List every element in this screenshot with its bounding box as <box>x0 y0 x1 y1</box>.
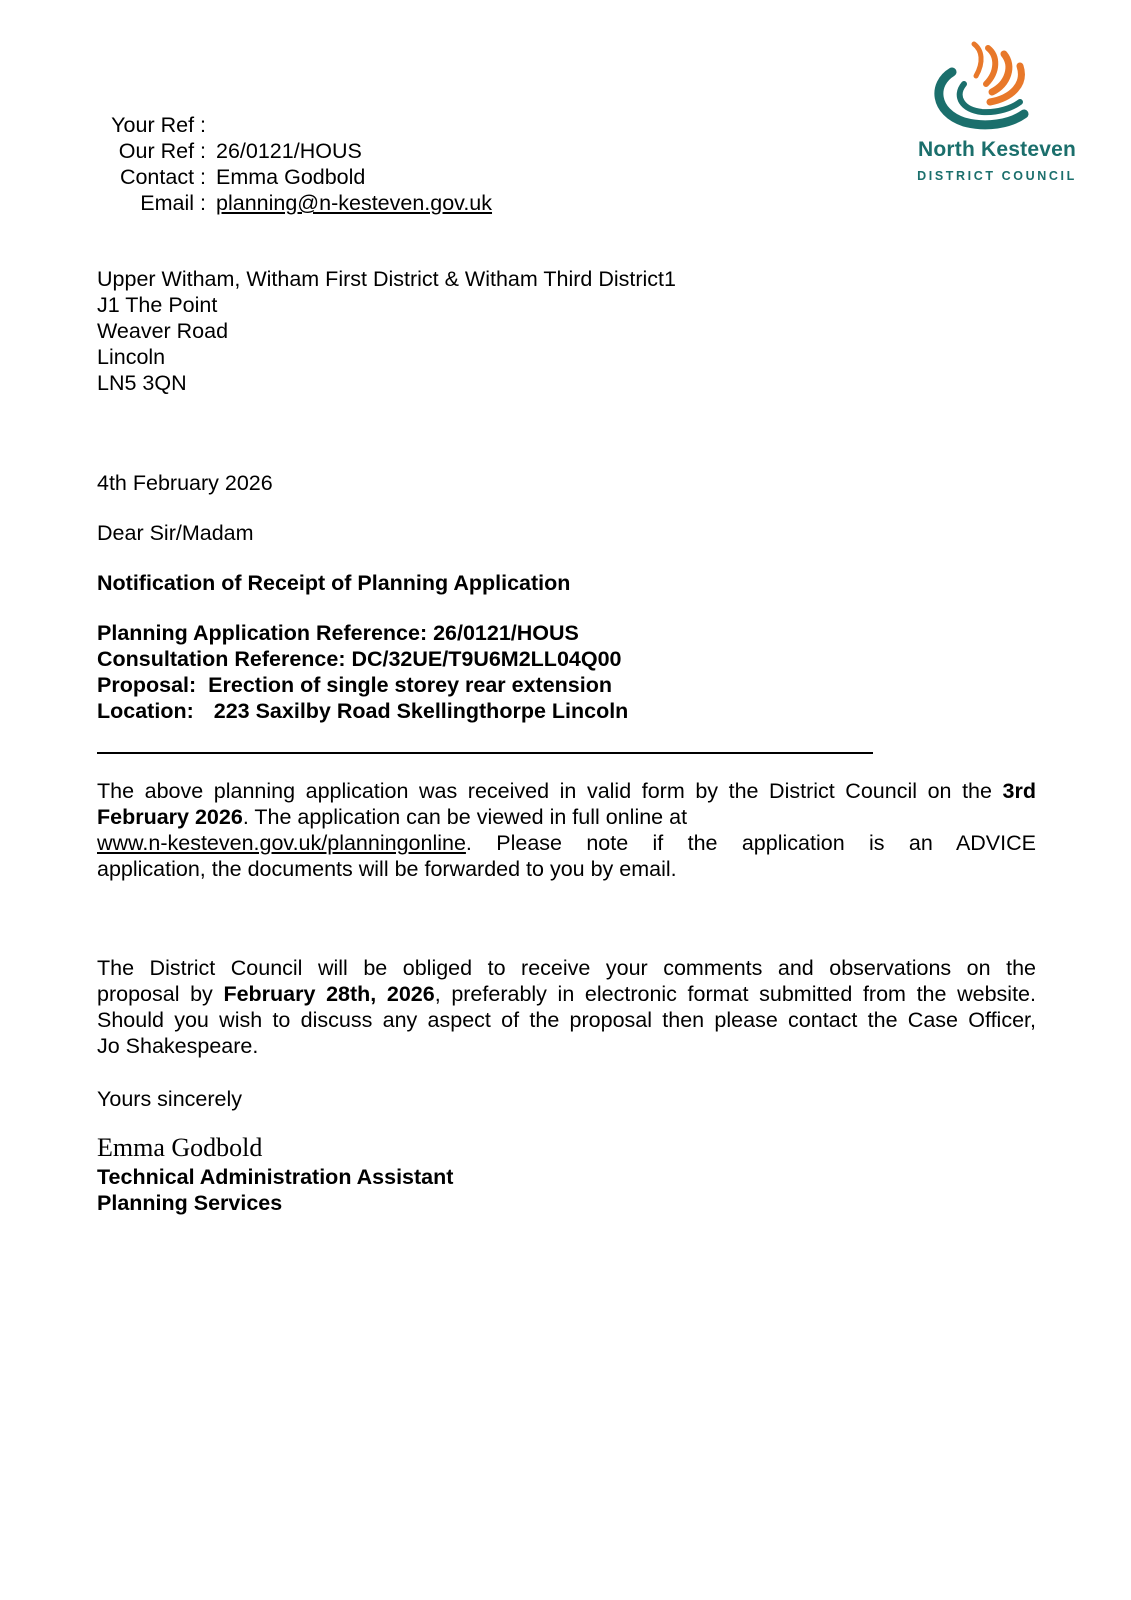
address-line: Lincoln <box>97 345 166 369</box>
contact-row <box>100 164 492 190</box>
swirl-logo-icon <box>912 40 1082 135</box>
paragraph-text: . Please note if the application is an ADVICE <box>465 831 1036 855</box>
proposal-row <box>97 672 628 698</box>
signature-block <box>97 1164 453 1216</box>
reference-block <box>100 112 492 216</box>
paragraph-text: , preferably in electronic format submitted from the website. <box>434 982 1036 1006</box>
email-link[interactable]: planning@n-kesteven.gov.uk <box>216 191 493 215</box>
location-value: 223 Saxilby Road Skellingthorpe Lincoln <box>213 699 629 723</box>
contact-label: Contact : <box>119 165 206 189</box>
comment-deadline: February 28th, 2026 <box>223 982 435 1006</box>
consultation-reference: Consultation Reference: DC/32UE/T9U6M2LL04Q00 <box>97 647 622 671</box>
application-reference: Planning Application Reference: 26/0121/HOUS <box>97 621 579 645</box>
proposal-value: Erection of single storey rear extension <box>208 673 613 697</box>
paragraph-text: . The application can be viewed in full online at <box>242 805 688 829</box>
address-line: J1 The Point <box>97 293 218 317</box>
proposal-label: Proposal: <box>97 673 197 697</box>
location-row <box>97 698 628 724</box>
recipient-address <box>97 266 676 396</box>
paragraph-line <box>97 981 1036 1007</box>
logo-subtitle: DISTRICT COUNCIL <box>917 169 1077 183</box>
our-ref-value: 26/0121/HOUS <box>216 139 362 163</box>
your-ref-label: Your Ref : <box>111 113 206 137</box>
paragraph-line: Should you wish to discuss any aspect of the proposal then please contact the Case Officer, <box>97 1008 1036 1032</box>
paragraph-line <box>97 778 1036 804</box>
closing: Yours sincerely <box>97 1087 242 1111</box>
paragraph-text: The above planning application was received in valid form by the District Council on the <box>97 779 1003 803</box>
application-details <box>97 620 628 724</box>
your-ref-value <box>211 112 216 138</box>
signature-title: Technical Administration Assistant <box>97 1165 454 1189</box>
paragraph-text: proposal by <box>97 982 224 1006</box>
our-ref-row <box>100 138 492 164</box>
signature-name: Emma Godbold <box>97 1133 263 1162</box>
paragraph-line <box>97 830 1036 856</box>
logo-title: North Kesteven <box>917 138 1076 161</box>
horizontal-divider <box>97 752 873 754</box>
council-logo <box>912 40 1082 185</box>
email-row <box>100 190 492 216</box>
your-ref-row <box>100 112 492 138</box>
contact-value: Emma Godbold <box>216 165 366 189</box>
paragraph-line: Jo Shakespeare. <box>97 1034 259 1058</box>
email-label: Email : <box>140 191 206 215</box>
address-line: Weaver Road <box>97 319 229 343</box>
planning-online-link[interactable]: www.n-kesteven.gov.uk/planningonline <box>97 831 466 855</box>
location-label: Location: <box>97 699 194 723</box>
received-date-month: February 2026 <box>97 805 243 829</box>
paragraph-received <box>97 778 1036 882</box>
received-date-day: 3rd <box>1002 779 1036 803</box>
paragraph-line: The District Council will be obliged to receive your comments and observations on the <box>97 956 1036 980</box>
our-ref-label: Our Ref : <box>118 139 206 163</box>
address-line: Upper Witham, Witham First District & Witham Third District1 <box>97 267 676 291</box>
address-line: LN5 3QN <box>97 371 187 395</box>
signature-department: Planning Services <box>97 1191 283 1215</box>
paragraph-comments <box>97 955 1036 1059</box>
salutation: Dear Sir/Madam <box>97 521 254 545</box>
paragraph-line <box>97 804 1036 830</box>
letter-heading: Notification of Receipt of Planning Application <box>97 571 571 595</box>
letter-date: 4th February 2026 <box>97 471 273 495</box>
paragraph-line: application, the documents will be forwarded to you by email. <box>97 857 677 881</box>
